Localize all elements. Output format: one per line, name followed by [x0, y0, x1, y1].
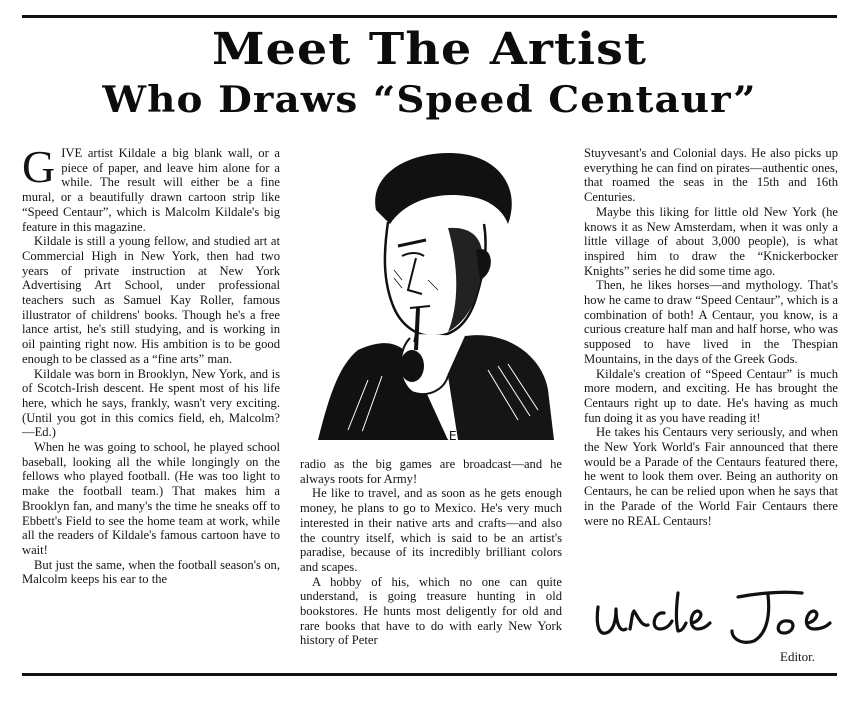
paragraph: Kildale's creation of “Speed Centaur” is much more modern, and exciting. He has brought the Centaurs right up to date. He's having as much fun doing it as you have reading it! — [584, 366, 838, 425]
paragraph: radio as the big games are broadcast—and he always roots for Army! — [300, 457, 562, 486]
portrait-caption: MALCOLM KILDALE — [330, 428, 458, 443]
paragraph: When he was going to school, he played school baseball, looking all the while longingly on the fellows who played football. (He was too light to make the football team.) That makes him a Brooklyn fan, and many's the time he sneaks off to Ebbett's Field to see the home team at work, while all the readers of Kildale's famous cartoon have to wait! — [22, 440, 280, 557]
paragraph: But just the same, when the football season's on, Malcolm keeps his ear to the — [22, 557, 280, 587]
paragraph: Maybe this liking for little old New York (he knows it as New Amsterdam, when it was only a little village of about 3,000 people), is what inspired him to draw the “Knickerbocker Knights” series he did some time ago. — [584, 204, 838, 278]
paragraph: A hobby of his, which no one can quite understand, is going treasure hunting in old bookstores. He hunts most deligently for old and rare books that have to do with early New York history of Peter — [300, 574, 562, 648]
headline-line-1: Meet The Artist — [211, 24, 648, 75]
paragraph: Kildale was born in Brooklyn, New York, and is of Scotch-Irish descent. He spent most of his life here, which he says, frankly, wasn't very exciting. (Until you got in this comics field, eh, Malcolm?—Ed.) — [22, 366, 280, 440]
editor-signoff: Editor. — [780, 649, 816, 664]
headline-line-2: Who Draws “Speed Centaur” — [102, 79, 757, 121]
bottom-rule — [22, 673, 837, 676]
drop-cap: G — [22, 141, 56, 192]
paragraph: GIVE artist Kildale a big blank wall, or a piece of paper, and leave him alone for a while. The result will either be a fine mural, or a beautifully drawn cartoon strip like “Speed Centaur”, which is Malcolm Kildale's big feature in this magazine. — [22, 141, 280, 234]
top-rule — [22, 15, 837, 18]
editor-signature — [592, 583, 832, 653]
column-2 — [300, 457, 562, 648]
paragraph: Kildale is still a young fellow, and studied art at Commercial High in New York, then had two years of private instruction at New York Advertising Art School, under professional teachers such as Samuel Kay Roller, famous illustrator of childrens' books. Though he's a free lance artist, he's still studying, and is working in oil painting right now. His ambition is to be good enough to be classed as a “fine arts” man. — [22, 234, 280, 366]
column-3 — [584, 146, 838, 528]
paragraph: He like to travel, and as soon as he gets enough money, he plans to go to Mexico. He's very much interested in their native arts and crafts—and also the country itself, which is said to be an artist's paradise, because of its incredibly brilliant colors and scapes. — [300, 486, 562, 574]
artist-portrait-illustration — [298, 140, 564, 450]
paragraph: He takes his Centaurs very seriously, and when the New York World's Fair announced that there would be a Parade of the Centaurs featured there, he went to look them over. Being an authority on Centaurs, he can be relied upon when he says that in the Parade of the World Fair Centaurs there were no REAL Centaurs! — [584, 425, 838, 528]
paragraph: Stuyvesant's and Colonial days. He also picks up everything he can find on pirates—authentic ones, that roamed the seas in the 15th and 16th Centuries. — [584, 146, 838, 205]
column-1 — [22, 141, 280, 587]
paragraph: Then, he likes horses—and mythology. That's how he came to draw “Speed Centaur”, which is a combination of both! A Centaur, you know, is a curious creature half man and half horse, who was supposed to have lived in the Thespian Mountains, in the days of the Greek Gods. — [584, 278, 838, 366]
